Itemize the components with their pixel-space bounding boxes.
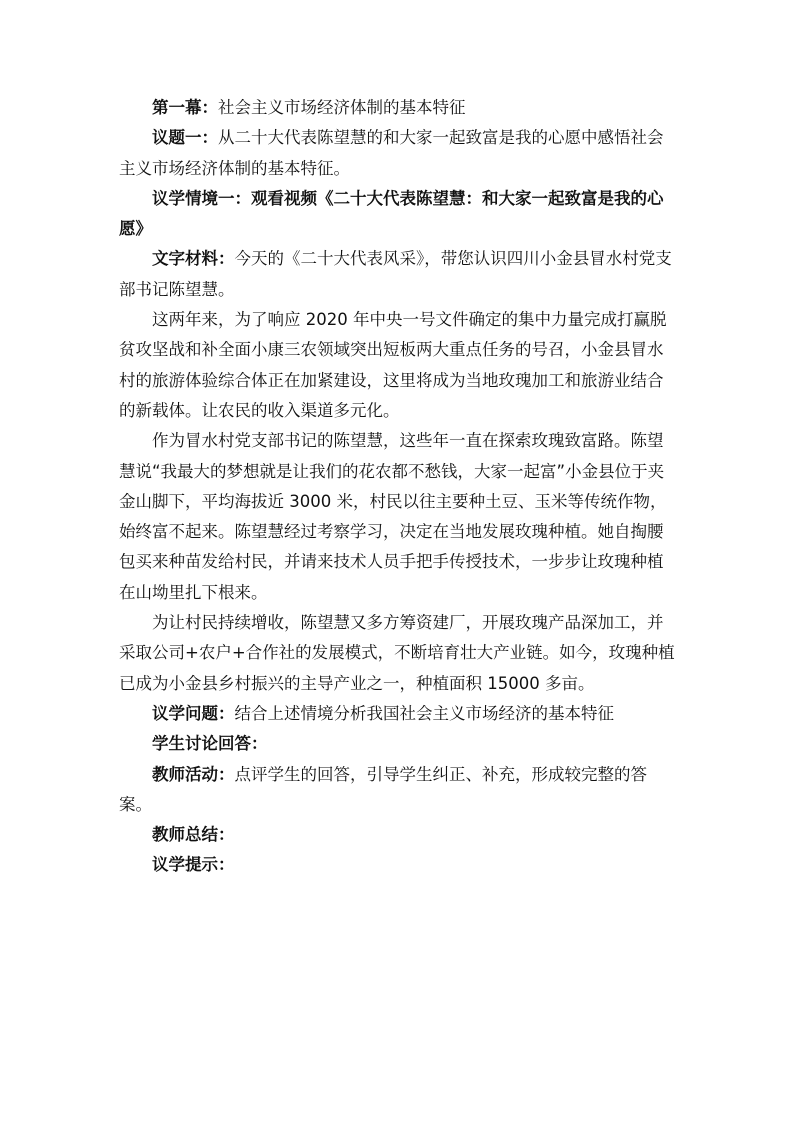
question [119,699,679,729]
document-page [119,93,679,881]
student-discussion: 学生讨论回答： [152,734,268,754]
section-title-text: 社会主义市场经济体制的基本特征 [218,98,466,117]
body-paragraph: 作为冒水村党支部书记的陈望慧，这些年一直在探索玫瑰致富路。陈望慧说“我最大的梦想就是让我们的花农都不愁钱，大家一起富”小金县位于夹金山脚下，平均海拔近 3000 米，村民以往主要种土豆、玉米等传统作物，始终富不起来。陈望慧经过考察学习，决定在当地发展玫瑰种植。她自掏腰包买来种苗发给村民，并请来技术人员手把手传授技术，一步步让玫瑰种植在山坳里扎下根来。 [119,431,667,602]
topic-text: 从二十大代表陈望慧的和大家一起致富是我的心愿中感悟社会主义市场经济体制的基本特征。 [119,128,664,178]
teacher-activity-text: 点评学生的回答，引导学生纠正、补充，形成较完整的答案。 [119,764,647,814]
hint: 议学提示： [152,855,235,875]
text-material [119,244,679,305]
body-paragraph: 这两年来，为了响应 2020 年中央一号文件确定的集中力量完成打赢脱贫攻坚战和补全面小康三农领域突出短板两大重点任务的号召，小金县冒水村的旅游体验综合体正在加紧建设，这里将成为当地玫瑰加工和旅游业结合的新载体。让农民的收入渠道多元化。 [119,310,667,420]
teacher-activity-label: 教师活动： [152,764,235,784]
question-text: 结合上述情境分析我国社会主义市场经济的基本特征 [234,703,614,723]
scenario-label: 议学情境一： [152,188,251,208]
section-title-label: 第一幕： [152,98,218,117]
teacher-summary: 教师总结： [152,825,235,845]
section-title [119,93,679,123]
scenario-text: 观看视频《二十大代表陈望慧：和大家一起致富是我的心愿》 [119,188,664,239]
topic [119,123,679,184]
text-material-label: 文字材料： [152,249,235,269]
question-label: 议学问题： [152,703,235,723]
body-paragraph: 为让村民持续增收，陈望慧又多方筹资建厂，开展玫瑰产品深加工，并采取公司+农户+合作社的发展模式，不断培育壮大产业链。如今，玫瑰种植已成为小金县乡村振兴的主导产业之一，种植面积 15000 多亩。 [119,613,675,693]
scenario [119,184,679,245]
topic-label: 议题一： [152,128,218,148]
text-material-text: 今天的《二十大代表风采》，带您认识四川小金县冒水村党支部书记陈望慧。 [119,249,672,299]
teacher-activity [119,760,679,821]
